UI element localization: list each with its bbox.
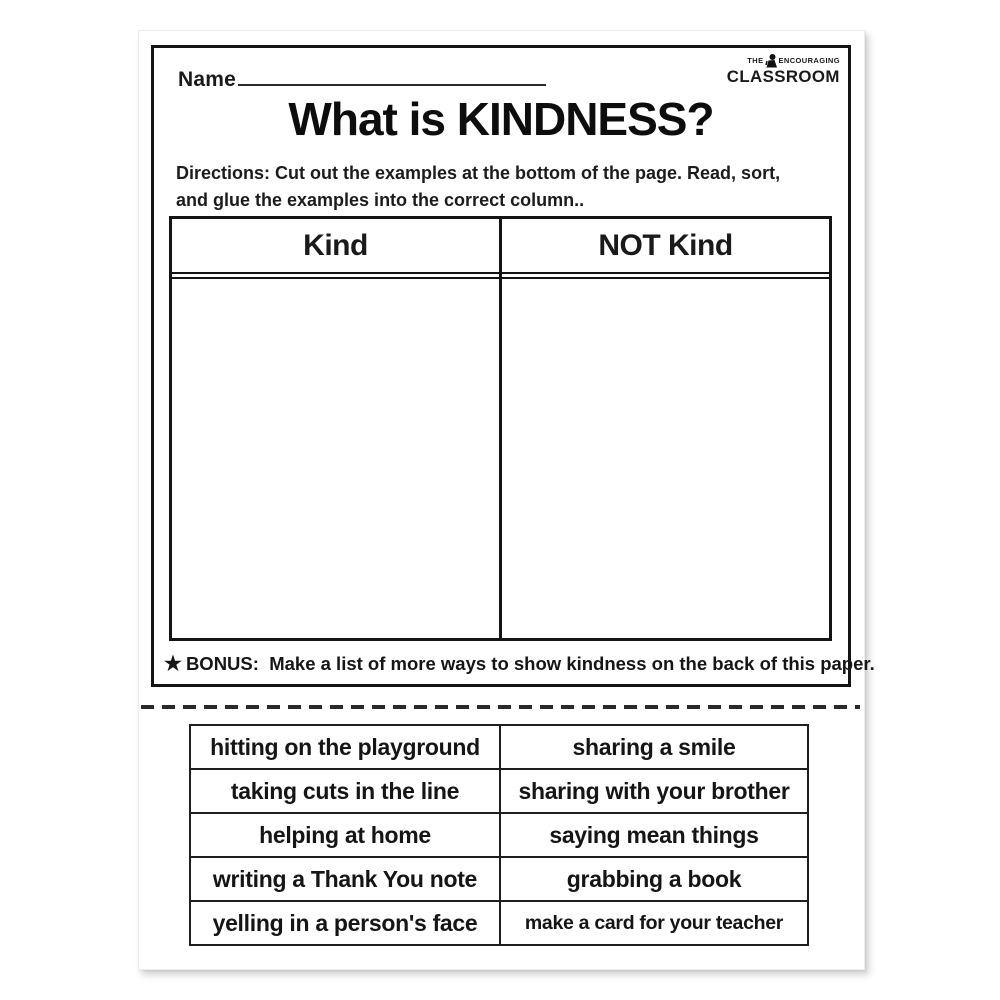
- card-cell: writing a Thank You note: [190, 857, 500, 901]
- card-cell: hitting on the playground: [190, 725, 500, 769]
- worksheet-page: [138, 30, 875, 970]
- worksheet-main-box: [151, 45, 875, 687]
- column-header-kind: Kind: [172, 219, 502, 272]
- card-cell: grabbing a book: [500, 857, 808, 901]
- name-label: Name: [178, 68, 236, 91]
- logo-the-text: THE: [747, 56, 764, 66]
- sorting-table: [169, 216, 832, 641]
- card-row: [190, 813, 808, 857]
- star-icon: ★: [164, 653, 182, 675]
- card-cell: sharing with your brother: [500, 769, 808, 813]
- card-cell: make a card for your teacher: [500, 901, 808, 945]
- directions-line-2: and glue the examples into the correct column..: [176, 190, 585, 210]
- card-row: [190, 901, 808, 945]
- directions-text: [176, 160, 780, 214]
- bonus-note: [164, 651, 875, 676]
- column-header-not-kind: NOT Kind: [598, 228, 733, 262]
- card-row: [190, 725, 808, 769]
- card-cell: taking cuts in the line: [190, 769, 500, 813]
- card-row: [190, 769, 808, 813]
- bonus-label: BONUS:: [185, 653, 259, 674]
- sorting-table-body: [172, 277, 829, 638]
- card-cell: saying mean things: [500, 813, 808, 857]
- scissor-cut-line: [141, 705, 860, 709]
- name-row: [178, 66, 546, 92]
- sorting-table-header: [172, 219, 829, 274]
- word-cards-table: [189, 724, 809, 946]
- logo-encouraging-text: ENCOURAGING: [778, 56, 840, 66]
- card-cell: helping at home: [190, 813, 500, 857]
- brand-logo: [726, 54, 840, 86]
- card-cell: yelling in a person's face: [190, 901, 500, 945]
- logo-classroom-text: CLASSROOM: [726, 68, 840, 86]
- logo-top-line: [729, 54, 840, 68]
- directions-line-1: Directions: Cut out the examples at the bottom of the page. Read, sort,: [176, 163, 781, 183]
- not-kind-column-empty-area: [502, 279, 829, 638]
- kind-column-empty-area: [172, 279, 502, 638]
- card-row: [190, 857, 808, 901]
- page-title: What is KINDNESS?: [288, 93, 714, 145]
- bonus-text: Make a list of more ways to show kindness on the back of this paper.: [269, 653, 875, 674]
- name-blank-line: [238, 66, 546, 86]
- teacher-figure-icon: [765, 54, 778, 68]
- card-cell: sharing a smile: [500, 725, 808, 769]
